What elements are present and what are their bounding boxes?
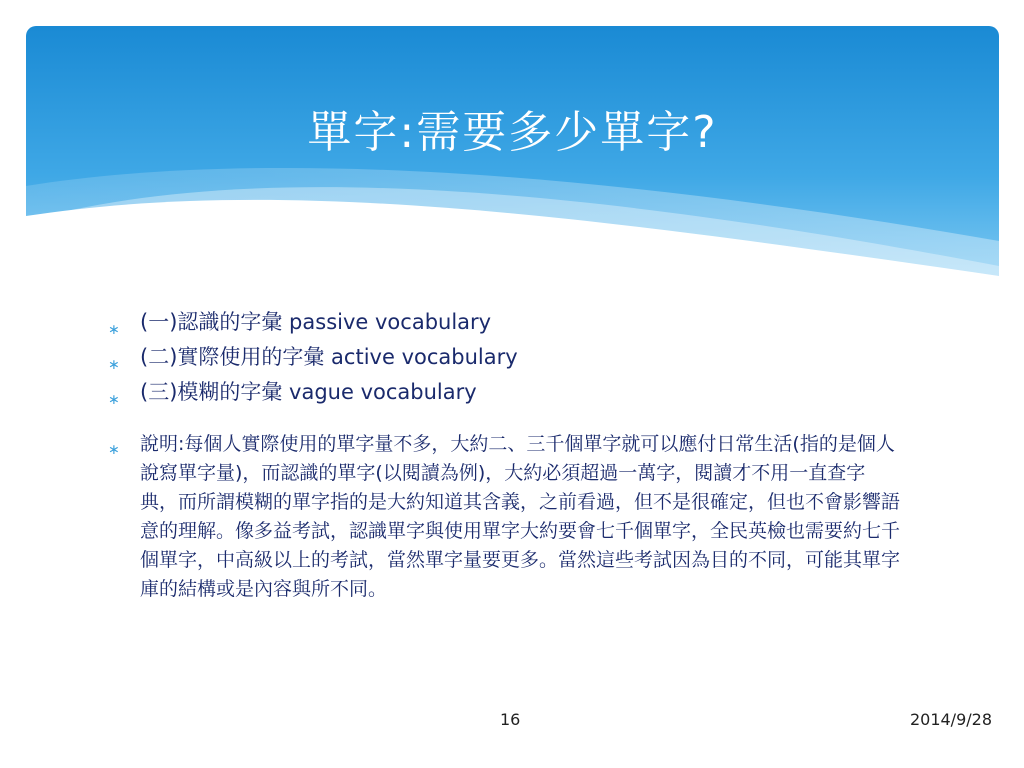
item-text: (一)認識的字彙 passive vocabulary [140,310,492,334]
title-banner [26,26,999,276]
item-text: (二)實際使用的字彙 active vocabulary [140,345,518,369]
paragraph-text: 說明:每個人實際使用的單字量不多，大約二、三千個單字就可以應付日常生活(指的是個人說寫單字量)，而認識的單字(以閱讀為例)，大約必須超過一萬字，閱讀才不用一直查字典，而所謂模糊的單字指的是大約知道其含義，之前看過，但不是很確定，但也不會影響語意的理解。像多益考試，認識單字與使用單字大約要會七千個單字，全民英檢也需要約七千個單字，中高級以上的考試，當然單字量要更多。當然這些考試因為目的不同，可能其單字庫的結構或是內容與所不同。 [140,433,901,600]
bullet-icon: ∗ [108,392,120,408]
slide-date: 2014/9/28 [909,710,992,729]
page-number: 16 [500,710,521,729]
item-text: (三)模糊的字彙 vague vocabulary [140,380,477,404]
bullet-icon: ∗ [108,442,120,458]
bullet-icon: ∗ [108,357,120,373]
list-item [108,375,908,410]
explanation-paragraph [108,430,900,604]
bullet-list [108,305,908,604]
bullet-icon: ∗ [108,322,120,338]
list-item [108,340,908,375]
list-item [108,305,908,340]
slide-title: 單字:需要多少單字? [307,107,718,158]
